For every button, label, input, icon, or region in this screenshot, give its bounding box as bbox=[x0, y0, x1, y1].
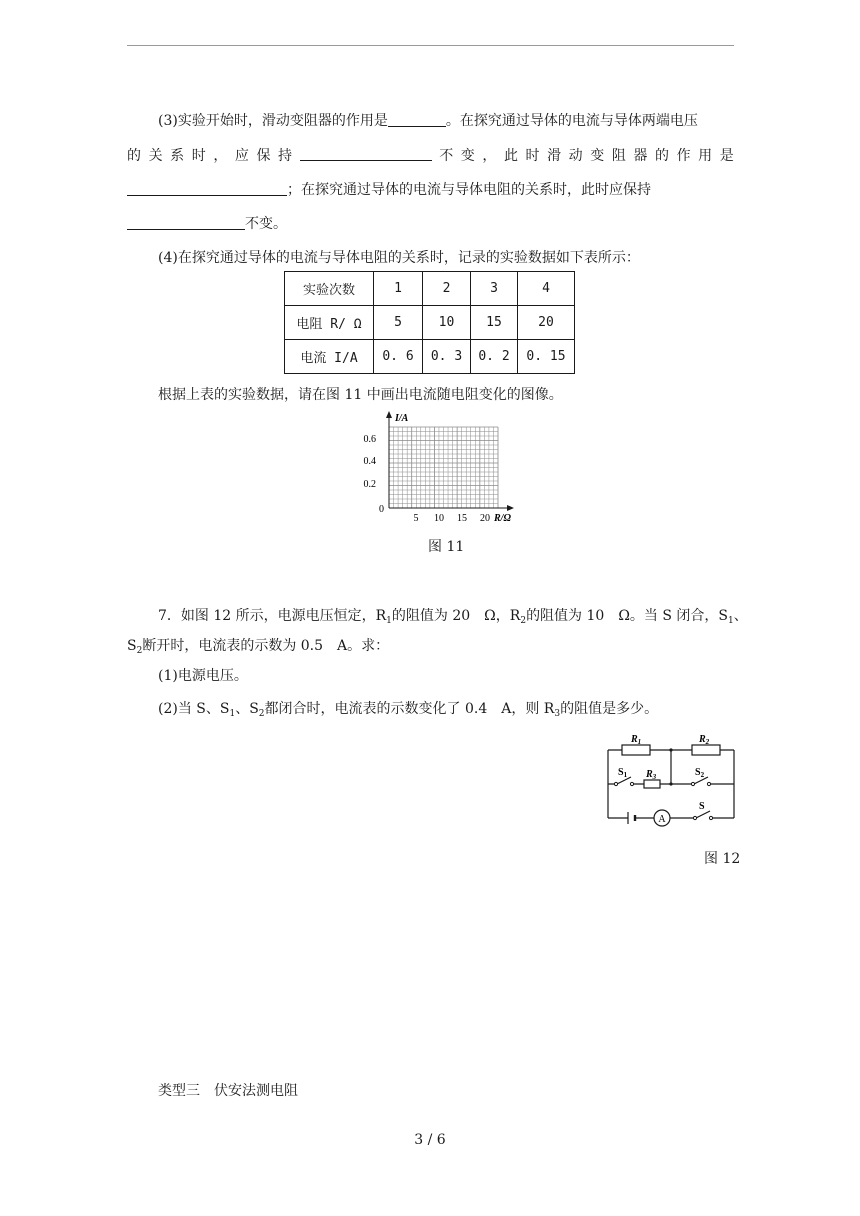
table-cell: 10 bbox=[423, 306, 471, 340]
table-cell: 电流 I/A bbox=[285, 340, 374, 374]
table-row bbox=[285, 340, 575, 374]
x-tick-label: 20 bbox=[480, 513, 490, 524]
q6-part3-line1: (3)实验开始时，滑动变阻器的作用是 。在探究通过导体的电流与导体两端电压 bbox=[158, 113, 698, 129]
answer-blank bbox=[127, 181, 287, 196]
q6-part3-line4: 不变。 bbox=[127, 214, 734, 234]
table-cell: 实验次数 bbox=[285, 272, 374, 306]
resistor-r2 bbox=[692, 745, 720, 755]
q6-part3-line3: ；在探究通过导体的电流与导体电阻的关系时，此时应保持 bbox=[127, 180, 734, 200]
label-s2: $S_2$ bbox=[695, 767, 705, 779]
answer-blank bbox=[388, 112, 446, 127]
label-r3: $R_3$ bbox=[646, 769, 657, 781]
x-axis-label: R/Ω bbox=[494, 513, 511, 524]
page-number: 3 / 6 bbox=[414, 1132, 446, 1148]
y-axis-arrow bbox=[386, 411, 392, 418]
y-axis-label: I/A bbox=[395, 413, 409, 424]
resistor-r1 bbox=[622, 745, 650, 755]
x-axis-arrow bbox=[507, 505, 514, 511]
y-tick-label: 0.2 bbox=[363, 479, 376, 490]
q7-sub2: (2)当 S、$S_1$、$S_2$都闭合时，电流表的示数变化了 0.4 A，则 $R_3$的阻值是多少。 bbox=[158, 701, 659, 719]
q6-part3-line2: 的 关 系 时 ， 应 保 持 不 变 ， 此 时 滑 动 变 阻 器 的 作 用 是 bbox=[127, 148, 734, 164]
table-cell: 电阻 R/ Ω bbox=[285, 306, 374, 340]
table-row bbox=[285, 306, 575, 340]
data-table bbox=[284, 271, 575, 374]
table-cell: 5 bbox=[374, 306, 423, 340]
table-cell: 1 bbox=[374, 272, 423, 306]
answer-blank bbox=[300, 146, 432, 161]
table-cell: 2 bbox=[423, 272, 471, 306]
label-s1: $S_1$ bbox=[618, 767, 628, 779]
label-r1: $R_1$ bbox=[631, 734, 642, 746]
switch-s-blade bbox=[696, 811, 710, 818]
label-r2: $R_2$ bbox=[699, 734, 710, 746]
label-s: S bbox=[699, 801, 705, 812]
q7-sub1: (1)电源电压。 bbox=[158, 668, 248, 684]
table-cell: 15 bbox=[471, 306, 518, 340]
table-cell: 0. 15 bbox=[518, 340, 575, 374]
table-cell: 0. 2 bbox=[471, 340, 518, 374]
label-ammeter: A bbox=[658, 814, 666, 825]
q7-line2: $S_2$断开时，电流表的示数为 0.5 A。求： bbox=[127, 638, 390, 656]
table-cell: 0. 6 bbox=[374, 340, 423, 374]
q6-graph-instruction: 根据上表的实验数据，请在图 11 中画出电流随电阻变化的图像。 bbox=[158, 387, 563, 403]
y-tick-label: 0.4 bbox=[363, 456, 376, 467]
fig12-caption: 图 12 bbox=[704, 851, 741, 867]
q6-part4-text: (4)在探究通过导体的电流与导体电阻的关系时，记录的实验数据如下表所示： bbox=[158, 250, 640, 266]
fig11-caption: 图 11 bbox=[428, 539, 465, 555]
table-cell: 0. 3 bbox=[423, 340, 471, 374]
q7-line1: 7．如图 12 所示，电源电压恒定，$R_1$的阻值为 20 Ω，$R_2$的阻值为 10 Ω。当 S 闭合，$S_1$、 bbox=[158, 608, 748, 626]
fig12-circuit-diagram bbox=[598, 732, 740, 832]
x-tick-label: 15 bbox=[457, 513, 467, 524]
resistor-r3 bbox=[644, 780, 660, 788]
section-heading: 类型三 伏安法测电阻 bbox=[158, 1083, 298, 1099]
header-rule bbox=[127, 45, 734, 46]
answer-blank bbox=[127, 215, 245, 230]
x-tick-label: 5 bbox=[413, 513, 419, 524]
y-tick-label: 0.6 bbox=[363, 434, 376, 445]
fig11-graph-grid bbox=[360, 408, 520, 526]
origin-label: 0 bbox=[379, 504, 384, 515]
table-cell: 20 bbox=[518, 306, 575, 340]
x-tick-label: 10 bbox=[434, 513, 444, 524]
table-row bbox=[285, 272, 575, 306]
table-cell: 4 bbox=[518, 272, 575, 306]
table-cell: 3 bbox=[471, 272, 518, 306]
